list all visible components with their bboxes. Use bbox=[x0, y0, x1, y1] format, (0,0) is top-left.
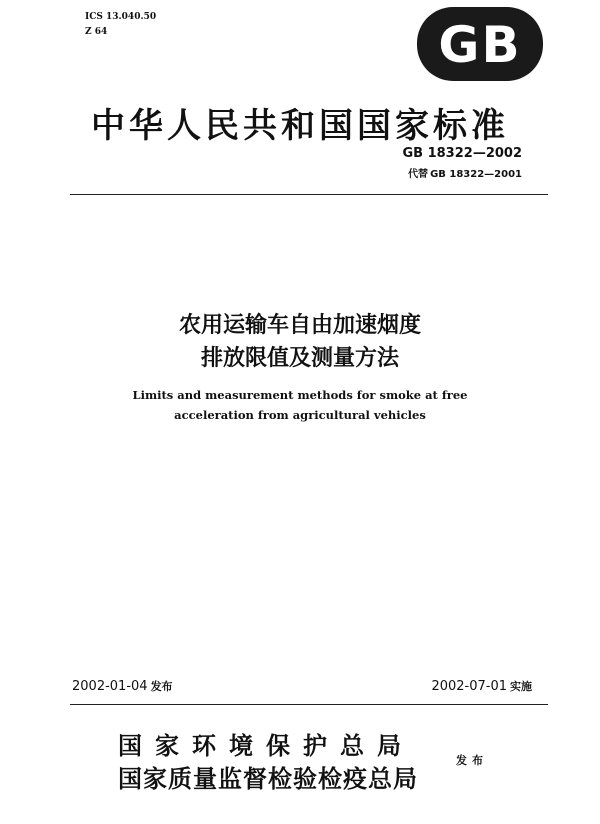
gb-logo bbox=[416, 6, 544, 82]
effective-date-line bbox=[431, 678, 532, 694]
national-standard-title: 中华人民共和国国家标准 bbox=[91, 106, 509, 146]
ccs-code: Z 64 bbox=[85, 27, 108, 37]
replaces-line bbox=[406, 165, 522, 180]
issuer-line2: 国家质量监督检验检疫总局 bbox=[118, 764, 418, 793]
effective-date: 2002-07-01 bbox=[431, 679, 507, 694]
issue-date-line bbox=[72, 678, 173, 694]
title-cn-line2: 排放限值及测量方法 bbox=[200, 346, 399, 371]
replaces-label: 代替 bbox=[408, 169, 429, 180]
issuer-line1: 国家环境保护总局 bbox=[118, 731, 414, 760]
top-divider bbox=[70, 194, 548, 195]
standard-number: GB 18322—2002 bbox=[402, 146, 522, 161]
issuer-action: 发布 bbox=[456, 754, 488, 767]
gb-logo-text: GB bbox=[438, 16, 522, 74]
effective-label: 实施 bbox=[510, 680, 532, 693]
bottom-divider bbox=[70, 704, 548, 705]
replaces-number: GB 18322—2001 bbox=[430, 169, 522, 180]
classification-codes bbox=[85, 10, 156, 40]
title-cn-line1: 农用运输车自由加速烟度 bbox=[178, 313, 421, 338]
title-en-line2: acceleration from agricultural vehicles bbox=[174, 408, 426, 422]
ics-code: ICS 13.040.50 bbox=[85, 12, 157, 22]
issue-label: 发布 bbox=[150, 680, 173, 693]
issue-date: 2002-01-04 bbox=[72, 679, 148, 694]
title-en-line1: Limits and measurement methods for smoke at free bbox=[132, 388, 468, 402]
